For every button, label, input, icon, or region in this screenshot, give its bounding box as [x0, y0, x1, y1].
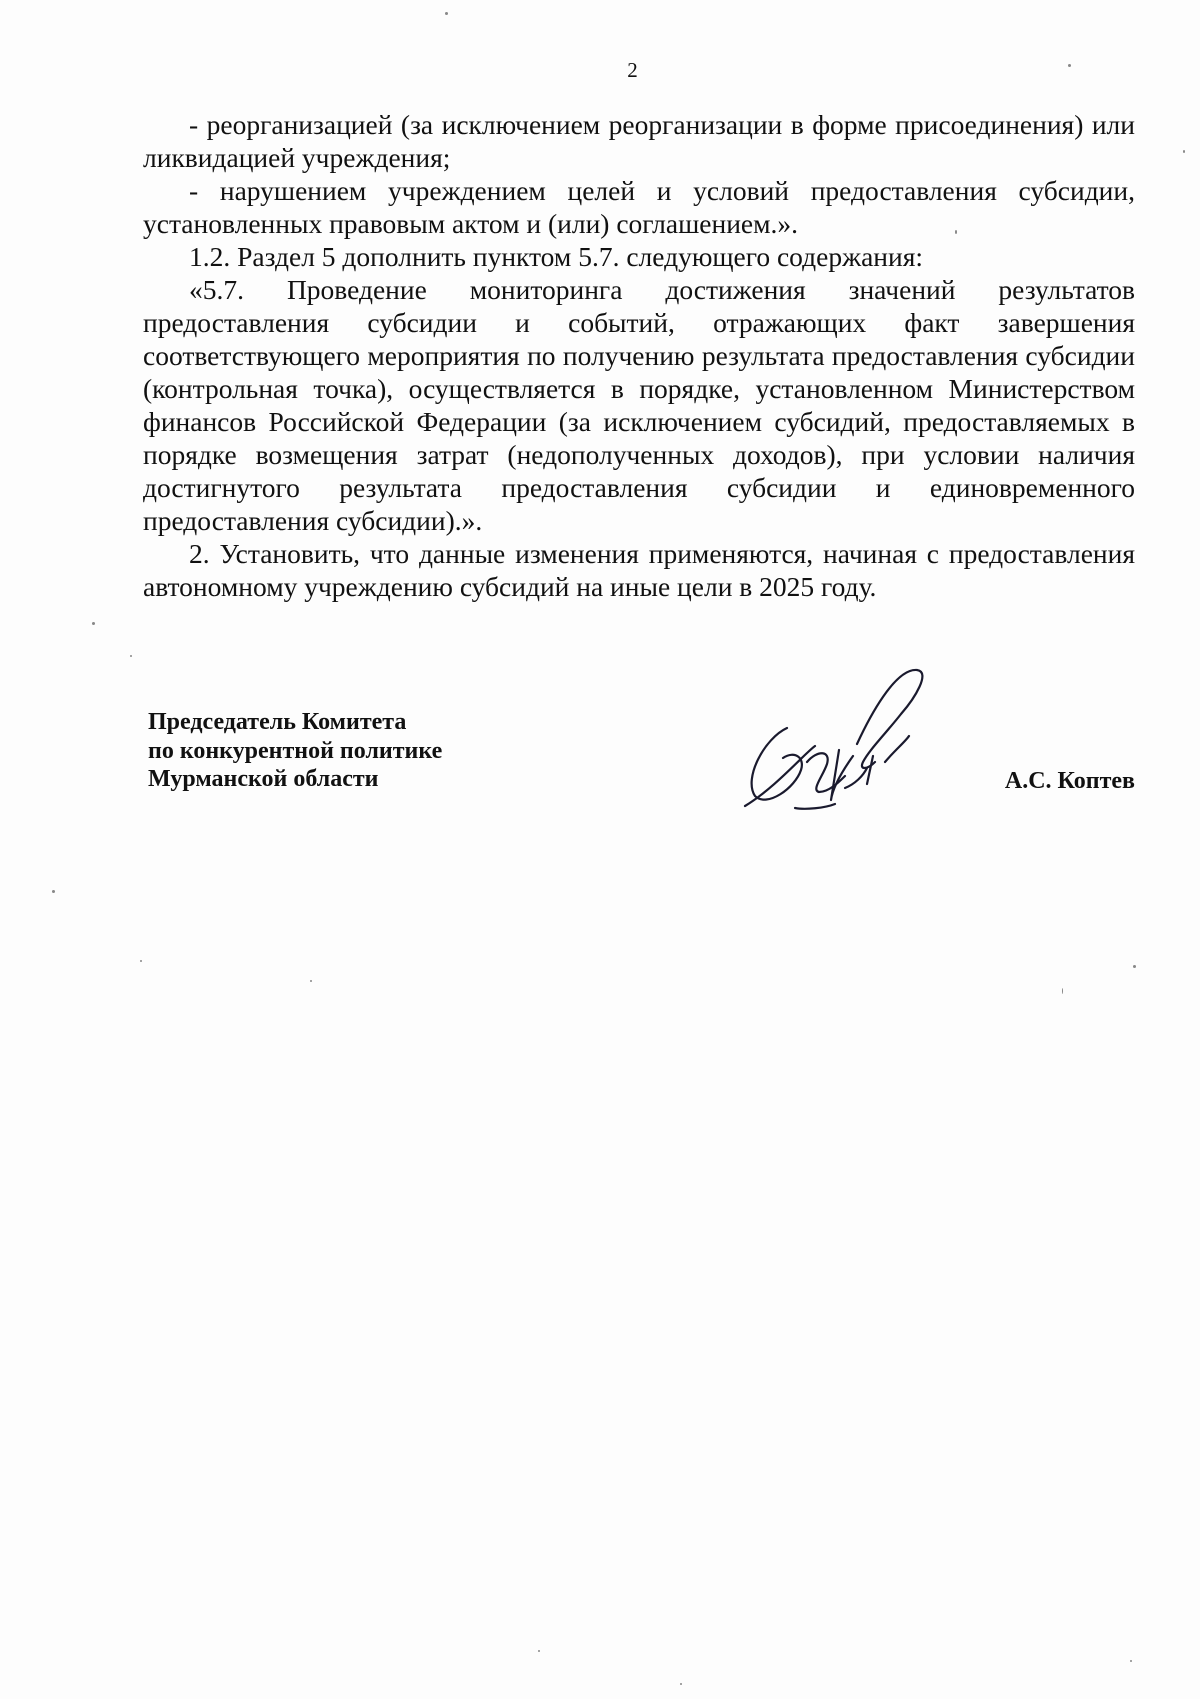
scan-speck: [445, 12, 448, 15]
scan-speck: [680, 1683, 682, 1685]
paragraph-reorganization: - реорганизацией (за исключением реорганизации в форме присоединения) или ликвидацией учреждения;: [143, 109, 1135, 173]
paragraph-section-5-amendment: 1.2. Раздел 5 дополнить пунктом 5.7. следующего содержания:: [189, 241, 924, 272]
scan-speck: [955, 230, 957, 234]
scan-speck: [538, 1650, 540, 1652]
scan-speck: [92, 622, 95, 625]
scan-speck: [1130, 1660, 1132, 1662]
paragraph-clause-5-7: «5.7. Проведение мониторинга достижения значений результатов предоставления субсидии и событий, отражающих факт завершения соответствующего мероприятия по получению результата предоставления субсидии (контрольная точка), осуществляется в порядке, установленном Министерством финансов Российской Федерации (за исключением субсидий, предоставляемых в порядке возмещения затрат (недополученных доходов), при условии наличия достигнутого результата предоставления субсидии и единовременного предоставления субсидии).».: [143, 274, 1135, 536]
signatory-line-2: по конкурентной политике: [148, 737, 443, 764]
scan-speck: [130, 655, 132, 657]
scan-speck: [1068, 64, 1071, 67]
signatory-position: [148, 708, 442, 794]
scan-speck: [140, 960, 142, 962]
scan-speck: [310, 980, 312, 982]
handwritten-signature: [735, 658, 955, 813]
scan-speck: [1062, 988, 1063, 994]
signatory-name: А.С. Коптев: [1004, 768, 1135, 794]
scan-speck: [1183, 150, 1185, 153]
signatory-line-1: Председатель Комитета: [148, 709, 407, 735]
scan-speck: [1133, 965, 1136, 968]
scan-speck: [52, 890, 55, 893]
paragraph-violation: - нарушением учреждением целей и условий предоставления субсидии, установленных правовым актом и (или) соглашением.».: [143, 175, 1135, 239]
document-body: [143, 108, 1135, 603]
paragraph-effective-date: 2. Установить, что данные изменения применяются, начиная с предоставления автономному учреждению субсидий на иные цели в 2025 году.: [143, 538, 1135, 602]
signatory-line-3: Мурманской области: [148, 766, 379, 792]
page-number: 2: [627, 58, 638, 82]
